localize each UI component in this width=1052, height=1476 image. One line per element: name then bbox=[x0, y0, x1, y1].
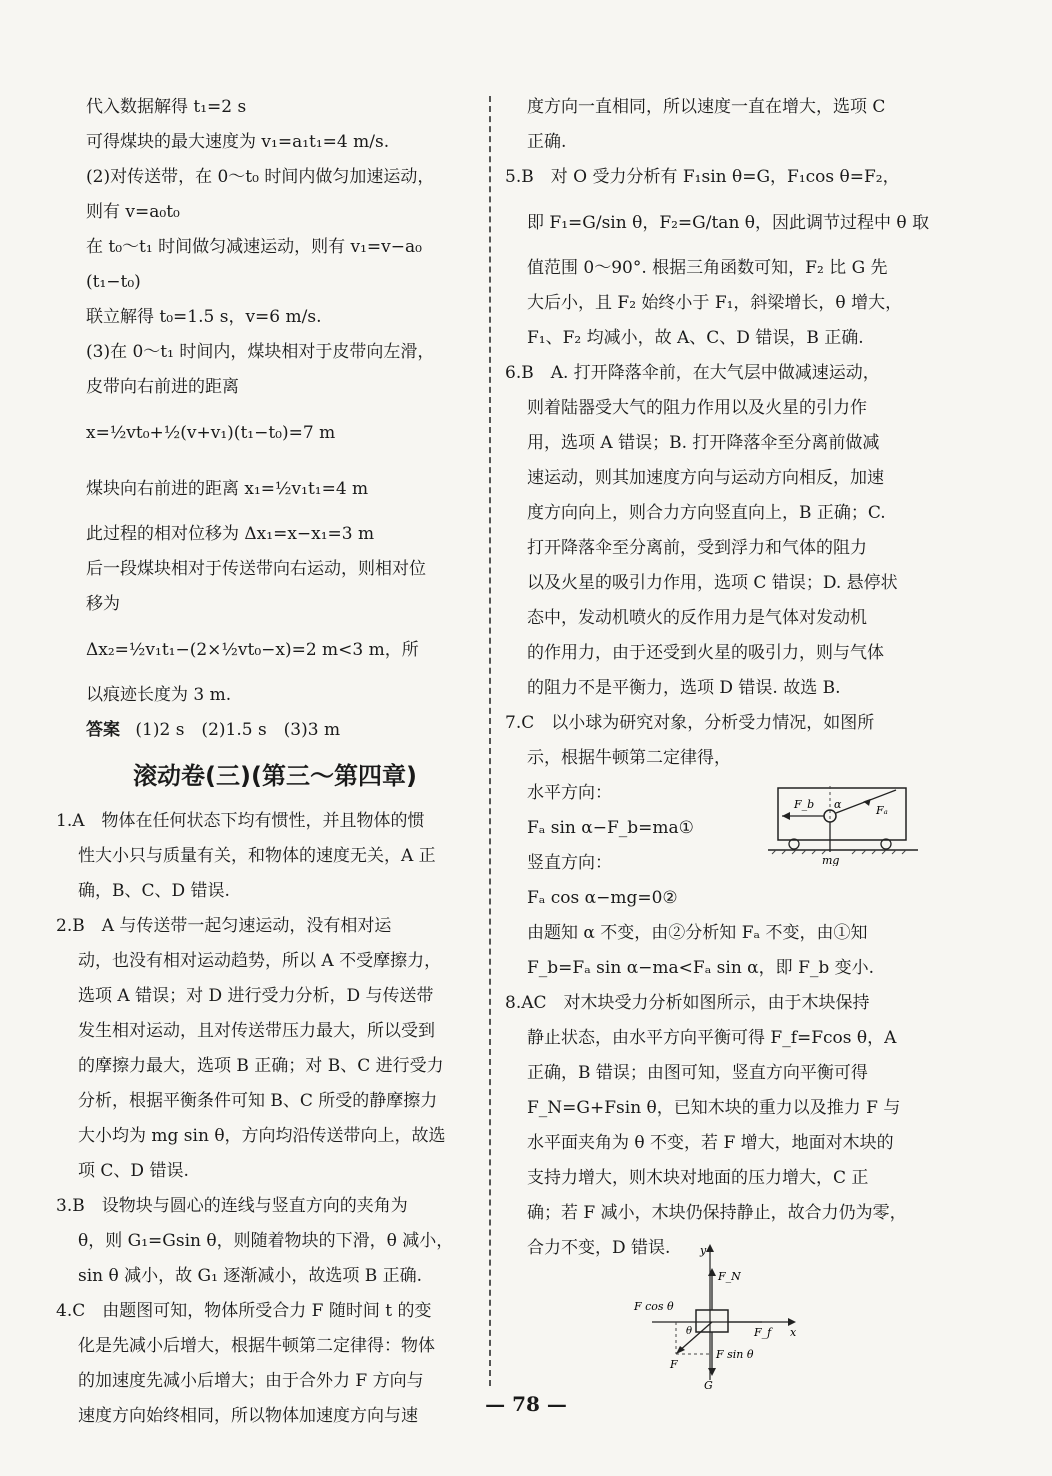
answer-line bbox=[86, 713, 474, 748]
text-line: Δx₂=½v₁t₁−(2×½vt₀−x)=2 m<3 m，所 bbox=[86, 640, 419, 660]
answer-line: 度方向一直相同，所以速度一直在增大，选项 C bbox=[527, 97, 886, 117]
mg-label: mg bbox=[822, 854, 840, 866]
answer-line: 5.B 对 O 受力分析有 F₁sin θ=G，F₁cos θ=F₂， bbox=[505, 167, 900, 187]
block-force-diagram bbox=[632, 1240, 812, 1390]
answer-line: 用，选项 A 错误；B. 打开降落伞至分离前做减 bbox=[527, 433, 880, 453]
answer-line: 水平面夹角为 θ 不变，若 F 增大，地面对木块的 bbox=[527, 1133, 894, 1153]
text-line: 后一段煤块相对于传送带向右运动，则相对位 bbox=[86, 559, 426, 579]
answer-line: 7.C 以小球为研究对象，分析受力情况，如图所 bbox=[505, 713, 875, 733]
text-line: 以痕迹长度为 3 m. bbox=[86, 685, 232, 705]
answer-label: 答案 bbox=[86, 720, 120, 740]
alpha-label: α bbox=[834, 798, 842, 811]
fa-label: Fₐ bbox=[876, 804, 888, 817]
answer-line: 打开降落伞至分离前，受到浮力和气体的阻力 bbox=[527, 538, 867, 558]
answer-line: 4.C 由题图可知，物体所受合力 F 随时间 t 的变 bbox=[56, 1301, 432, 1321]
answers-list-right bbox=[505, 90, 930, 1266]
answer-text: (1)2 s (2)1.5 s (3)3 m bbox=[135, 720, 341, 740]
answer-line: 2.B A 与传送带一起匀速运动，没有相对运 bbox=[56, 916, 392, 936]
text-line: 代入数据解得 t₁=2 s bbox=[86, 97, 247, 117]
page-number: — 78 — bbox=[485, 1392, 567, 1416]
answer-line: 正确，B 错误；由图可知，竖直方向平衡可得 bbox=[527, 1063, 868, 1083]
text-line: (3)在 0～t₁ 时间内，煤块相对于皮带向左滑， bbox=[86, 342, 435, 362]
answer-line: 项 C、D 错误. bbox=[78, 1161, 189, 1181]
solution-continuation bbox=[86, 90, 474, 713]
f-label: F bbox=[670, 1358, 678, 1371]
text-line: 此过程的相对位移为 Δx₁=x−x₁=3 m bbox=[86, 524, 375, 544]
answer-line: F_N=G+Fsin θ，已知木块的重力以及推力 F 与 bbox=[527, 1098, 901, 1118]
answer-line: 确，B、C、D 错误. bbox=[78, 881, 230, 901]
answer-line: 速运动，则其加速度方向与运动方向相反，加速 bbox=[527, 468, 884, 488]
theta-label: θ bbox=[686, 1326, 693, 1337]
answers-list-left bbox=[56, 804, 474, 1434]
answer-line: 性大小只与质量有关，和物体的速度无关，A 正 bbox=[78, 846, 436, 866]
answer-line: 水平方向： bbox=[527, 783, 612, 803]
text-line: (2)对传送带，在 0～t₀ 时间内做匀加速运动， bbox=[86, 167, 435, 187]
answer-line: 确；若 F 减小，木块仍保持静止，故合力仍为零， bbox=[527, 1203, 907, 1223]
answer-line: 度方向向上，则合力方向竖直向上，B 正确；C. bbox=[527, 503, 886, 523]
answer-line: 速度方向始终相同，所以物体加速度方向与速 bbox=[78, 1406, 418, 1426]
text-line: 皮带向右前进的距离 bbox=[86, 377, 239, 397]
fb-label: F_b bbox=[794, 798, 815, 811]
answer-line: F₁、F₂ 均减小，故 A、C、D 错误，B 正确. bbox=[527, 328, 864, 348]
answer-line: 以及火星的吸引力作用，选项 C 错误；D. 悬停状 bbox=[527, 573, 898, 593]
answer-line: 选项 A 错误；对 D 进行受力分析，D 与传送带 bbox=[78, 986, 434, 1006]
answer-line: 发生相对运动，且对传送带压力最大，所以受到 bbox=[78, 1021, 435, 1041]
cart-force-diagram bbox=[768, 786, 918, 866]
text-line: x=½vt₀+½(v+v₁)(t₁−t₀)=7 m bbox=[86, 423, 336, 443]
answer-line: 大后小，且 F₂ 始终小于 F₁，斜梁增长，θ 增大， bbox=[527, 293, 903, 313]
answer-line: 的作用力，由于还受到火星的吸引力，则与气体 bbox=[527, 643, 884, 663]
answer-line: 大小均为 mg sin θ，方向均沿传送带向上，故选 bbox=[78, 1126, 446, 1146]
answer-line: 由题知 α 不变，由②分析知 Fₐ 不变，由①知 bbox=[527, 923, 868, 943]
fn-label: F_N bbox=[718, 1270, 741, 1283]
ff-label: F_f bbox=[754, 1326, 772, 1339]
text-line: 可得煤块的最大速度为 v₁=a₁t₁=4 m/s. bbox=[86, 132, 390, 152]
g-label: G bbox=[704, 1379, 713, 1390]
text-line: 联立解得 t₀=1.5 s，v=6 m/s. bbox=[86, 307, 322, 327]
answer-line: 化是先减小后增大，根据牛顿第二定律得：物体 bbox=[78, 1336, 435, 1356]
answer-line: 的阻力不是平衡力，选项 D 错误. 故选 B. bbox=[527, 678, 841, 698]
answer-line: F_b=Fₐ sin α−ma<Fₐ sin α，即 F_b 变小. bbox=[527, 958, 875, 978]
answer-line: 态中，发动机喷火的反作用力是气体对发动机 bbox=[527, 608, 867, 628]
answer-line: 的摩擦力最大，选项 B 正确；对 B、C 进行受力 bbox=[78, 1056, 444, 1076]
answer-line: 合力不变，D 错误. bbox=[527, 1238, 671, 1258]
answer-line: Fₐ sin α−F_b=ma① bbox=[527, 818, 694, 838]
text-line: 煤块向右前进的距离 x₁=½v₁t₁=4 m bbox=[86, 479, 369, 499]
answer-line: 则着陆器受大气的阻力作用以及火星的引力作 bbox=[527, 398, 867, 418]
answer-line: θ，则 G₁=Gsin θ，则随着物块的下滑，θ 减小， bbox=[78, 1231, 454, 1251]
answer-line: 8.AC 对木块受力分析如图所示，由于木块保持 bbox=[505, 993, 870, 1013]
answer-line: 6.B A. 打开降落伞前，在大气层中做减速运动， bbox=[505, 363, 880, 383]
left-column bbox=[56, 90, 474, 1434]
answer-line: 的加速度先减小后增大；由于合外力 F 方向与 bbox=[78, 1371, 424, 1391]
text-line: 则有 v=a₀t₀ bbox=[86, 202, 180, 222]
answer-line: 支持力增大，则木块对地面的压力增大，C 正 bbox=[527, 1168, 869, 1188]
answer-line: 分析，根据平衡条件可知 B、C 所受的静摩擦力 bbox=[78, 1091, 438, 1111]
fsin-label: F sin θ bbox=[716, 1348, 754, 1361]
text-line: (t₁−t₀) bbox=[86, 272, 141, 292]
text-line: 移为 bbox=[86, 594, 120, 614]
answer-line: 1.A 物体在任何状态下均有惯性，并且物体的惯 bbox=[56, 811, 425, 831]
answer-line: 动，也没有相对运动趋势，所以 A 不受摩擦力， bbox=[78, 951, 442, 971]
x-axis-label: x bbox=[790, 1326, 797, 1339]
answer-line: Fₐ cos α−mg=0② bbox=[527, 888, 678, 908]
section-title: 滚动卷(三)(第三～第四章) bbox=[133, 762, 417, 790]
answer-line: 示，根据牛顿第二定律得， bbox=[527, 748, 731, 768]
answer-line: 值范围 0～90°. 根据三角函数可知，F₂ 比 G 先 bbox=[527, 258, 888, 278]
y-axis-label: y bbox=[700, 1244, 707, 1257]
answer-line: 3.B 设物块与圆心的连线与竖直方向的夹角为 bbox=[56, 1196, 408, 1216]
text-line: 在 t₀～t₁ 时间做匀减速运动，则有 v₁=v−a₀ bbox=[86, 237, 422, 257]
answer-line: 静止状态，由水平方向平衡可得 F_f=Fcos θ，A bbox=[527, 1028, 897, 1048]
answer-line: 正确. bbox=[527, 132, 567, 152]
right-column bbox=[505, 90, 930, 1266]
fcos-label: F cos θ bbox=[634, 1300, 674, 1313]
column-divider bbox=[489, 96, 491, 1386]
answer-line: 即 F₁=G/sin θ，F₂=G/tan θ，因此调节过程中 θ 取 bbox=[527, 213, 930, 233]
answer-line: sin θ 减小，故 G₁ 逐渐减小，故选项 B 正确. bbox=[78, 1266, 423, 1286]
answer-line: 竖直方向： bbox=[527, 853, 612, 873]
